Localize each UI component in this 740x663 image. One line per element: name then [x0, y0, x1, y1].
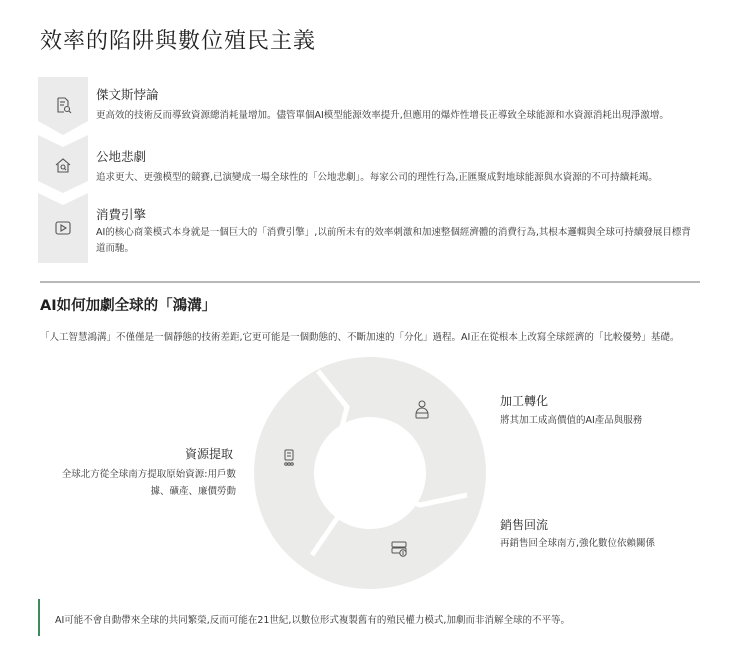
stage-desc-sales [500, 535, 655, 552]
stage-title-sales: 銷售回流 [500, 518, 549, 532]
section-title: AI如何加劇全球的「鴻溝」 [40, 298, 217, 314]
stage-desc-extraction [36, 466, 236, 500]
concept-list [38, 77, 700, 254]
concept-desc: 更高效的技術反而導致資源總消耗量增加。儘管單個AI模型能源效率提升,但應用的爆炸性增長正導致全球能源和水資源消耗出現淨激增。 [96, 110, 669, 121]
stage-desc-line: 全球北方從全球南方提取原始資源:用戶數 [61, 469, 236, 480]
cycle-ring [284, 387, 456, 559]
stage-desc-processing [500, 412, 642, 429]
stage-title-processing: 加工轉化 [500, 394, 549, 408]
concept-consumption [38, 193, 700, 263]
concept-title: 公地悲劇 [96, 149, 147, 164]
play-icon [54, 219, 72, 237]
home-search-icon [54, 156, 72, 174]
concept-title: 消費引擎 [96, 207, 147, 222]
stage-desc-line: 據、礦產、廉價勞動 [150, 486, 236, 497]
stage-title-extraction: 資源提取 [185, 447, 234, 461]
section-divider [40, 281, 700, 283]
concept-commons [38, 135, 700, 195]
stage-desc-line: 再銷售回全球南方,強化數位依賴關係 [500, 538, 656, 549]
concept-desc: AI的核心商業模式本身就是一個巨大的「消費引擎」,以前所未有的效率刺激和加速整個經濟體的消費行為,其根本邏輯與全球可持續發展目標背道而馳。 [96, 227, 691, 254]
concept-title: 傑文斯悖論 [96, 87, 159, 102]
page-title: 效率的陷阱與數位殖民主義 [40, 29, 317, 54]
concept-desc: 追求更大、更強模型的競賽,已演變成一場全球性的「公地悲劇」。每家公司的理性行為,正匯聚成對地球能源與水資源的不可持續耗竭。 [96, 172, 658, 183]
concept-jevons [38, 77, 700, 137]
conclusion-note: AI可能不會自動帶來全球的共同繁榮,反而可能在21世紀,以數位形式複製舊有的殖民權力模式,加劇而非消解全球的不平等。 [55, 615, 570, 626]
cycle-diagram [252, 355, 488, 595]
section-desc: 「人工智慧鴻溝」不僅僅是一個靜態的技術差距,它更可能是一個動態的、不斷加速的「分化」過程。AI正在從根本上改寫全球經濟的「比較優勢」基礎。 [40, 332, 680, 343]
stage-desc-line: 將其加工成高價值的AI產品與服務 [500, 415, 643, 426]
receipt-search-icon [54, 96, 72, 114]
note-accent-bar [38, 599, 40, 636]
